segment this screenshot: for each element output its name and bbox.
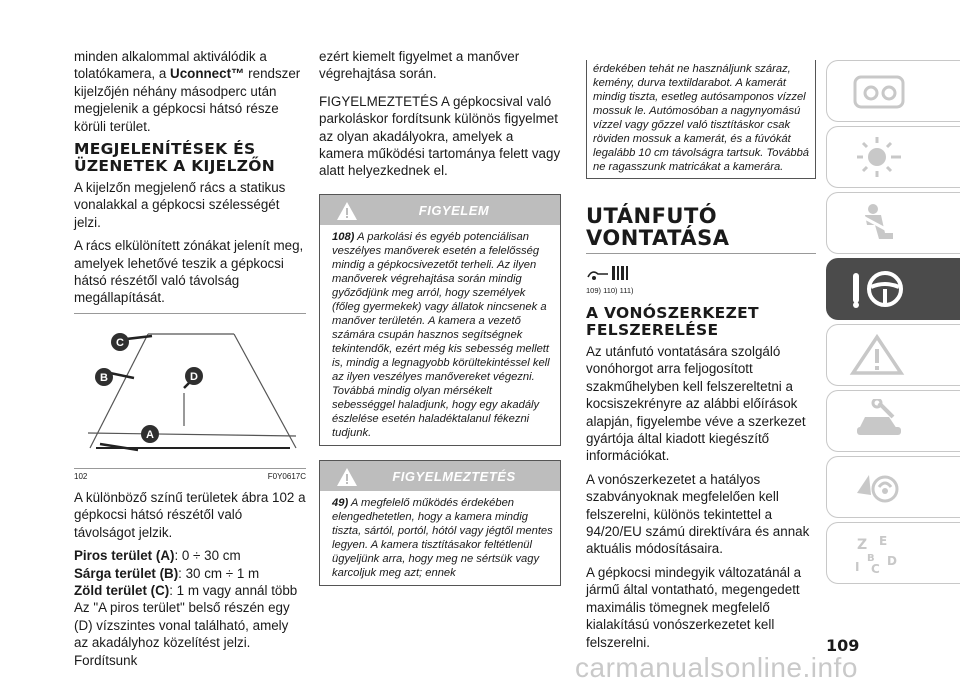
tab-lights[interactable] [826,126,960,188]
column-1 [74,48,306,675]
svg-text:Z: Z [857,537,868,553]
red-area-term: Piros terület (A) [74,548,175,564]
column-2 [319,48,561,586]
label-b [95,368,113,386]
section-heading-towing: UTÁNFUTÓ VONTATÁSA [586,204,730,250]
warning-triangle-icon [849,333,909,377]
figure-number: 102 [74,471,88,481]
paragraph-areas: A különböző színű területek ábra 102 a gépkocsi hátsó részétől való távolságot jelzik. [74,489,306,540]
paragraph-grid-width: A kijelzőn megjelenő rács a statikus vonalakkal a gépkocsi szélességét jelzi. [74,180,286,230]
svg-text:B: B [867,553,875,564]
red-area-value: : 0 ÷ 30 cm [174,548,241,564]
divider [74,313,306,314]
warning-references: 109) 110) 111) [586,286,634,295]
svg-text:C: C [116,336,124,349]
trailer-hitch-icon [586,262,636,284]
seat-safety-icon [849,201,909,245]
tab-seat-safety[interactable] [826,192,960,254]
wrench-car-icon [849,399,909,443]
paragraph-attention: ezért kiemelt figyelmet a manőver végrehajtása során. [319,49,520,82]
towing-symbol [586,262,816,284]
figure-caption [74,468,306,481]
tab-multimedia[interactable] [826,456,960,518]
warning-number: 108) [332,230,355,243]
warning-box-2 [319,460,561,586]
yellow-area-term: Sárga terület (B) [74,565,179,581]
intro-paragraph [74,48,306,135]
index-letters-icon [849,531,909,575]
figure-code: F0Y0617C [267,471,306,481]
svg-text:C: C [871,562,880,575]
column-3 [586,60,816,657]
green-area-term: Zöld terület (C) [74,582,170,598]
paragraph-warning-obstacles: FIGYELMEZTETÉS A gépkocsival való parkoláskor fordítsunk különös figyelmet az olyan akadályokra, amelyek a kamera működési tartománya felett vagy alatt helyezkednek el. [319,93,561,179]
paragraph-line-d: Az "A piros terület" belső részén egy (D) vízszintes vonal található, amely az akadályhoz közelítést jelzi. Fordítsunk [74,600,290,668]
green-area-value: : 1 m vagy annál több [169,582,298,598]
warning-box-header [320,461,560,491]
warning-box-continuation: érdekében tehát ne használjunk száraz, kemény, durva textildarabot. A kamerát mindig tiszta, esetleg autósamponos vízzel mossuk le. Autómosóban a nagynyomású vízzel vagy gőzzel való tisztításkor csak röviden mossuk a kamerát, és a fúvókát legalább 10 cm távolságra tartsuk. Továbbá ne ragasszunk matricákat a kamerára. [586,60,816,179]
paragraph-max-mass: A gépkocsi mindegyik változatánál a jármű által vontatható, megengedett maximális tömegnek megfelelő kialakítású vonószerkezetet kell felszerelni. [586,564,802,650]
tab-emergency[interactable] [826,324,960,386]
green-area-line [74,582,306,599]
intro-text: minden alkalommal aktiválódik a tolatókamera, a [74,49,267,82]
yellow-area-line [74,565,306,582]
svg-text:E: E [879,534,888,548]
warning-box-body [320,225,560,445]
tab-maintenance[interactable] [826,390,960,452]
svg-text:D: D [887,554,897,568]
paragraph-grid-zones: A rács elkülönített zónákat jelenít meg, amelyek lehetővé teszik a gépkocsi hátsó részétől való távolság megállapítását. [74,238,304,306]
dashboard-icon [849,69,909,113]
svg-text:A: A [146,428,154,441]
label-d [185,367,203,385]
warning-text: A megfelelő működés érdekében elengedhetetlen, hogy a kamera mindig tiszta, sártól, portól, hótól vagy jégtől mentes legyen. A kamera tisztításakor feltétlenül ügyeljünk arra, hogy meg ne sértsük vagy karcoljuk meg azt; ennek [332,496,553,579]
watermark: carmanualsonline.info [575,652,858,683]
figure-camera-grid [74,318,306,468]
svg-text:D: D [190,370,198,383]
warning-number: 49) [332,496,349,509]
label-a [141,425,159,443]
steering-key-icon [849,267,909,311]
section-heading: MEGJELENÍTÉSEK ÉS ÜZENETEK A KIJELZŐN [74,140,276,176]
brand-name: Uconnect™ [170,66,245,82]
paragraph-installation: Az utánfutó vontatására szolgáló vonóhorgot arra feljogosított szakműhelyben kell felszereltetni a kocsiszekrényre az alábbi előírások alapján, figyelembe véve a szerkezet gyártója által kiadott kiegészítő információkat. [586,344,806,464]
divider [586,253,816,254]
chapter-tabs [826,60,960,588]
warning-box-title: FIGYELMEZTETÉS [392,468,516,484]
page-number: 109 [826,636,860,655]
svg-text:B: B [100,371,108,384]
warning-box-1 [319,194,561,446]
tab-dashboard[interactable] [826,60,960,122]
red-area-line [74,547,306,564]
tab-steering-key[interactable] [826,258,960,320]
intro-rest: rendszer kijelzőjén néhány másodperc után megjelenik a gépkocsi hátsó része körüli terület. [74,66,301,134]
multimedia-icon [849,465,909,509]
warning-box-body [320,491,560,585]
camera-grid-diagram [74,318,306,468]
label-c [111,333,129,351]
svg-text:I: I [855,560,860,574]
warning-box-header [320,195,560,225]
tab-index[interactable] [826,522,960,584]
subheading-hitch: A VONÓSZERKEZET FELSZERELÉSE [586,304,759,339]
warning-text: A parkolási és egyéb potenciálisan veszélyes manőverek esetén a felelősség mindig a gépkocsivezetőt terheli. Az ilyen manőverek végrehajtása során mindig győződjünk meg arról, hogy személyek (főleg gyermekek) vagy állatok nincsenek a manőver területén. A kamera a vezető számára csupán hasznos segítségnek tekintendők, ezért még kis sebesség mellett is, mindig a legnagyobb körültekintéssel kell az ilyen veszélyes manővereket végezni. Továbbá mindig olyan mérsékelt sebességgel haladjunk, hogy egy akadály észlelése esetén haladéktalanul fékezni tudjunk. [332,230,550,439]
lights-icon [849,135,909,179]
paragraph-standards: A vonószerkezetet a hatályos szabványoknak megfelelően kell felszerelni, különös tekintettel a 94/20/EU számú direktívára és annak aktuális módosításaira. [586,471,810,557]
yellow-area-value: : 30 cm ÷ 1 m [178,565,260,581]
warning-box-title: FIGYELEM [418,202,490,218]
